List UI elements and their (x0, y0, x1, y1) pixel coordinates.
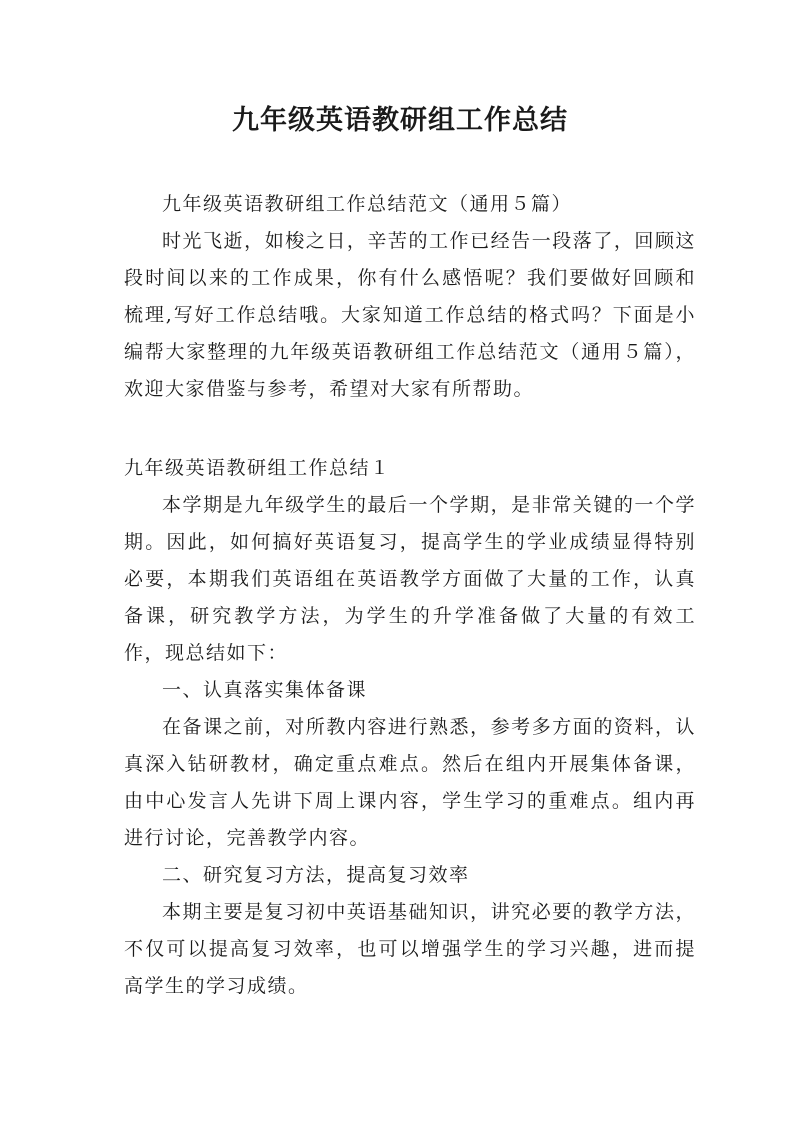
intro-paragraph: 时光飞逝，如梭之日，辛苦的工作已经告一段落了，回顾这段时间以来的工作成果，你有什么感悟呢？我们要做好回顾和梳理,写好工作总结哦。大家知道工作总结的格式吗？下面是小编帮大家整理的九年级英语教研组工作总结范文（通用５篇），欢迎大家借鉴与参考，希望对大家有所帮助。 (124, 230, 696, 400)
section-1-subheading-2: 二、研究复习方法，提高复习效率 (162, 864, 470, 886)
section-1-paragraph-intro: 本学期是九年级学生的最后一个学期，是非常关键的一个学期。因此，如何搞好英语复习，提高学生的学业成绩显得特别必要，本期我们英语组在英语教学方面做了大量的工作，认真备课，研究教学方法，为学生的升学准备做了大量的有效工作，现总结如下： (124, 494, 696, 664)
section-1-subheading-1: 一、认真落实集体备课 (162, 679, 368, 701)
intro-subtitle: 九年级英语教研组工作总结范文（通用５篇） (162, 193, 573, 215)
section-1-paragraph-2: 本期主要是复习初中英语基础知识，讲究必要的教学方法，不仅可以提高复习效率，也可以增强学生的学习兴趣，进而提高学生的学习成绩。 (124, 901, 696, 997)
intro-block (124, 186, 696, 408)
section-1-heading: 九年级英语教研组工作总结１ (124, 457, 391, 479)
section-1-paragraph-1: 在备课之前，对所教内容进行熟悉，参考多方面的资料，认真深入钻研教材，确定重点难点。然后在组内开展集体备课，由中心发言人先讲下周上课内容，学生学习的重难点。组内再进行讨论，完善教学内容。 (124, 716, 696, 849)
section-1-block (124, 450, 696, 1005)
document-title: 九年级英语教研组工作总结 (232, 105, 568, 136)
